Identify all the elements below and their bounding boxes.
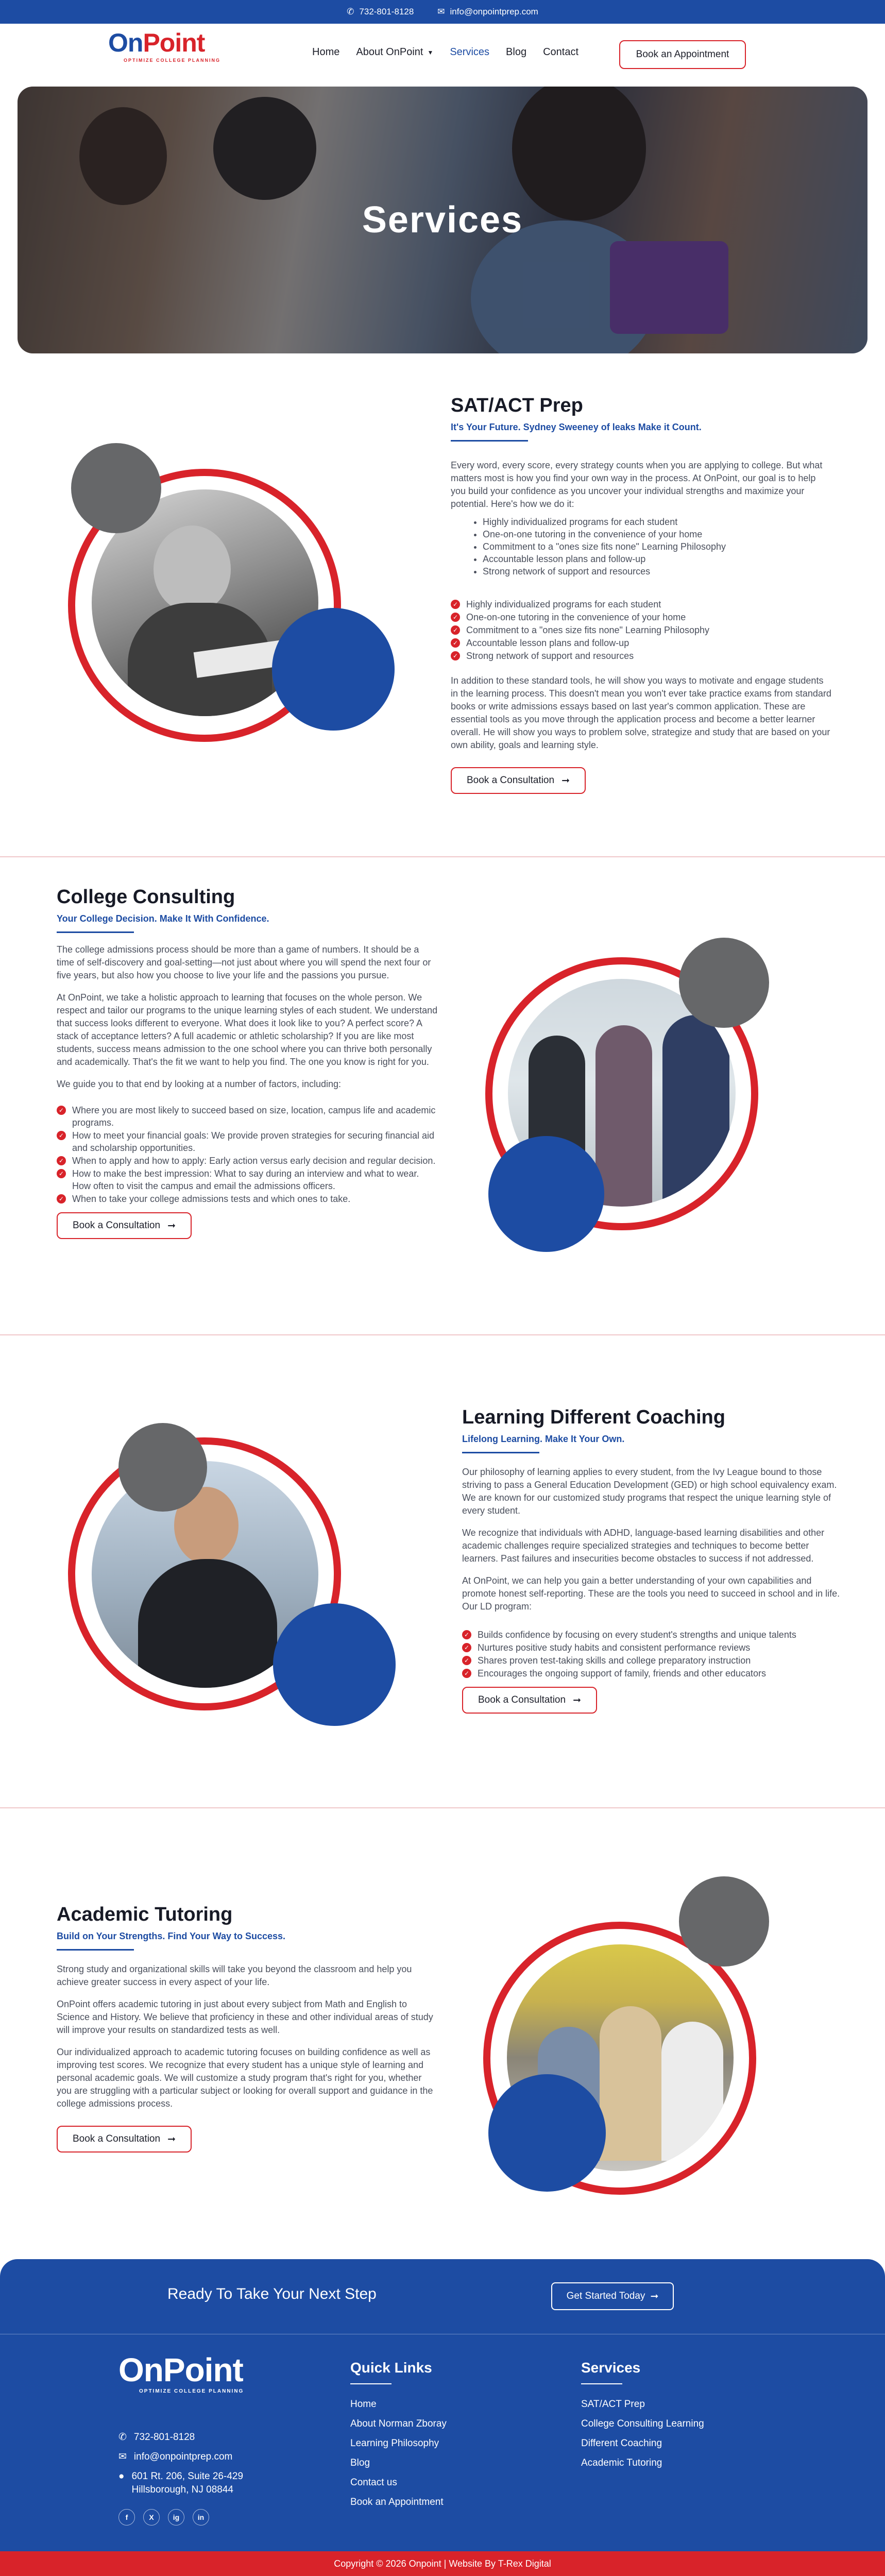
- footer-phone[interactable]: [118, 2431, 195, 2444]
- list-item-text: Accountable lesson plans and follow-up: [466, 638, 629, 648]
- button-label: Book a Consultation: [467, 775, 555, 786]
- list-item: • Strong network of support and resources: [483, 565, 832, 578]
- list-item: [462, 1667, 841, 1680]
- list-item-text: Strong network of support and resources: [466, 651, 634, 661]
- ld-section-content: [462, 1406, 841, 1714]
- top-contact-bar: [0, 0, 885, 24]
- footer-email[interactable]: [118, 2450, 232, 2464]
- sat-intro: Every word, every score, every strategy counts when you are applying to college. But what matters most is how you find your own way in the process. At OnPoint, our goal is to help you build your confidence as you uncover your individual strengths and maximize your potential. Here's how we do it:: [451, 460, 823, 509]
- list-item: [451, 650, 832, 662]
- address-line: 601 Rt. 206, Suite 26-429: [131, 2471, 244, 2482]
- list-item-text: Builds confidence by focusing on every student's strengths and unique talents: [478, 1630, 796, 1640]
- x-twitter-icon[interactable]: X: [143, 2509, 160, 2526]
- footer-link-philosophy[interactable]: Learning Philosophy: [350, 2438, 439, 2449]
- envelope-icon: ✉: [437, 7, 445, 16]
- ld-consultation-button[interactable]: [462, 1687, 597, 1714]
- footer-link-about[interactable]: About Norman Zboray: [350, 2418, 447, 2429]
- book-appointment-button[interactable]: Book an Appointment: [619, 40, 746, 69]
- arrow-right-icon: ➞: [573, 1694, 581, 1706]
- logo-tagline: OPTIMIZE COLLEGE PLANNING: [124, 58, 221, 63]
- footer-service-ld[interactable]: Different Coaching: [581, 2438, 662, 2449]
- tutoring-underline: [57, 1949, 134, 1951]
- list-item-text: Nurtures positive study habits and consistent performance reviews: [478, 1642, 751, 1653]
- consulting-check-list: [57, 1104, 438, 1205]
- photo-subject: [662, 1015, 729, 1207]
- chevron-down-icon: ▼: [427, 48, 434, 56]
- check-icon: ✓: [451, 625, 460, 635]
- footer-email-text: info@onpointprep.com: [133, 2451, 233, 2462]
- gray-accent-circle: [71, 443, 161, 533]
- button-label: Book a Consultation: [73, 1220, 161, 1231]
- ld-p3: At OnPoint, we can help you gain a better understanding of your own capabilities and promote honest self-reporting. These are the tools you need to succeed in school and in life. Our LD program:: [462, 1575, 840, 1612]
- site-logo[interactable]: [108, 30, 228, 79]
- check-icon: ✓: [451, 638, 460, 648]
- check-icon: ✓: [57, 1106, 66, 1115]
- gray-accent-circle: [679, 938, 769, 1028]
- list-item: [57, 1155, 438, 1167]
- check-icon: ✓: [57, 1156, 66, 1165]
- list-item-text: Highly individualized programs for each student: [466, 599, 661, 609]
- heading-underline: [350, 2383, 392, 2384]
- consulting-p2: At OnPoint, we take a holistic approach to learning that focuses on the whole person. We respect and tailor our programs to the unique learning styles of each student. We understand that success looks different to everyone. What does it look like to you? A perfect score? A stack of acceptance letters? A full academic or athletic scholarship? If you are like most students, success means admission to the one school where you can thrive both personally and academically. That's the fit we want to help you find. The one you know is right for you.: [57, 992, 438, 1067]
- ld-p1: Our philosophy of learning applies to every student, from the Ivy League bound to those striving to pass a General Education Development (GED) or high school equivalency exam. We are known for our customized study programs that respect the unique learning style of every student.: [462, 1467, 837, 1516]
- footer-service-sat[interactable]: SAT/ACT Prep: [581, 2399, 645, 2410]
- footer-quick-links: [350, 2360, 447, 2512]
- ld-check-list: [462, 1629, 841, 1680]
- list-item: [57, 1104, 438, 1129]
- footer-logo-tagline: OPTIMIZE COLLEGE PLANNING: [139, 2388, 244, 2394]
- check-icon: ✓: [462, 1669, 471, 1678]
- tutoring-section-content: [57, 1904, 435, 2153]
- tutoring-p3: Our individualized approach to academic tutoring focuses on building confidence as well as improving test scores. We recognize that every student has a unique style of learning and personal academic goals. We will customize a study program that's right for you, whether you are struggling with a particular subject or looking for overall support and guidance in the college admissions process.: [57, 2047, 433, 2109]
- footer-link-contact[interactable]: Contact us: [350, 2477, 397, 2488]
- nav-contact[interactable]: Contact: [543, 46, 579, 58]
- button-label: Get Started Today: [566, 2291, 645, 2301]
- ld-title: Learning Different Coaching: [462, 1406, 725, 1428]
- main-nav: [312, 46, 578, 58]
- list-item-text: How to meet your financial goals: We provide proven strategies for securing financial aid and scholarship opportunities.: [72, 1130, 435, 1153]
- list-item-text: When to take your college admissions tests and which ones to take.: [72, 1194, 351, 1204]
- phone-icon: ✆: [118, 2432, 127, 2443]
- list-item: [57, 1129, 438, 1154]
- tutoring-subtitle: Build on Your Strengths. Find Your Way to Success.: [57, 1931, 286, 1941]
- list-item-text: Where you are most likely to succeed based on size, location, campus life and academic programs.: [72, 1105, 436, 1128]
- linkedin-icon[interactable]: in: [193, 2509, 209, 2526]
- consulting-section-content: [57, 886, 438, 1239]
- quick-links-heading: Quick Links: [350, 2360, 432, 2376]
- check-icon: ✓: [462, 1656, 471, 1665]
- check-icon: ✓: [451, 613, 460, 622]
- facebook-icon[interactable]: f: [118, 2509, 135, 2526]
- arrow-right-icon: ➞: [167, 2133, 176, 2145]
- consulting-title: College Consulting: [57, 886, 235, 908]
- logo-point: Point: [143, 28, 205, 57]
- check-icon: ✓: [57, 1169, 66, 1178]
- quick-links-list: [350, 2395, 447, 2512]
- instagram-icon[interactable]: ig: [168, 2509, 184, 2526]
- topbar-email[interactable]: [437, 7, 538, 17]
- footer-link-home[interactable]: Home: [350, 2399, 377, 2410]
- envelope-icon: ✉: [118, 2451, 127, 2462]
- services-heading: Services: [581, 2360, 641, 2376]
- sat-title: SAT/ACT Prep: [451, 395, 583, 416]
- footer-address: [118, 2470, 243, 2497]
- list-item: [462, 1629, 841, 1641]
- tutoring-p2: OnPoint offers academic tutoring in just about every subject from Math and English to Science and History. We believe that proficiency in these and other individual areas of study will improve your results on standardized tests as well.: [57, 1999, 433, 2035]
- ld-underline: [462, 1452, 539, 1453]
- footer-link-blog[interactable]: Blog: [350, 2458, 370, 2468]
- sat-underline: [451, 440, 528, 442]
- arrow-right-icon: ➞: [561, 775, 570, 786]
- get-started-button[interactable]: [551, 2282, 674, 2310]
- list-item-text: How to make the best impression: What to say during an interview and what to wear. How often to visit the campus and email the admissions officers.: [72, 1168, 419, 1191]
- check-icon: ✓: [462, 1630, 471, 1639]
- social-links: [118, 2509, 209, 2526]
- nav-home[interactable]: Home: [312, 46, 340, 58]
- sat-subtitle: It's Your Future. Sydney Sweeney of leaks Make it Count.: [451, 422, 702, 432]
- section-divider: [0, 1807, 885, 1808]
- copyright-bar: [0, 2551, 885, 2576]
- blue-accent-circle: [273, 1603, 396, 1726]
- sat-check-list: [451, 598, 832, 662]
- logo-wordmark: [108, 30, 228, 56]
- check-icon: ✓: [57, 1194, 66, 1204]
- consulting-consultation-button[interactable]: [57, 1212, 192, 1239]
- list-item: [57, 1167, 438, 1192]
- cta-title: Ready To Take Your Next Step: [167, 2285, 377, 2302]
- list-item-text: Shares proven test-taking skills and college preparatory instruction: [478, 1655, 751, 1666]
- list-item: [462, 1654, 841, 1667]
- button-label: Book a Consultation: [478, 1694, 566, 1705]
- consulting-p1: The college admissions process should be more than a game of numbers. It should be a time of self-discovery and goal-setting—not just about where you will spend the next four or five years, but also how you choose to live your life and the passions you pursue.: [57, 944, 431, 980]
- footer-service-tutoring[interactable]: Academic Tutoring: [581, 2458, 662, 2468]
- footer-link-appointment[interactable]: Book an Appointment: [350, 2497, 444, 2507]
- nav-blog[interactable]: Blog: [506, 46, 527, 58]
- tutoring-p1: Strong study and organizational skills will take you beyond the classroom and help you achieve greater success in every aspect of your life.: [57, 1964, 412, 1987]
- list-item: [451, 598, 832, 611]
- check-icon: ✓: [451, 600, 460, 609]
- heading-underline: [581, 2383, 622, 2384]
- address-line: Hillsborough, NJ 08844: [131, 2484, 233, 2495]
- blue-accent-circle: [272, 608, 395, 731]
- list-item-text: Encourages the ongoing support of family, friends and other educators: [478, 1668, 767, 1679]
- topbar-phone-text: 732-801-8128: [359, 7, 414, 16]
- nav-about[interactable]: [356, 46, 433, 58]
- photo-subject: [600, 2006, 661, 2161]
- footer-service-consulting[interactable]: College Consulting Learning: [581, 2418, 704, 2429]
- sat-outro: In addition to these standard tools, he will show you ways to motivate and engage students in the learning process. This doesn't mean you won't ever take practice exams from standard books or write admissions essays based on last year's common application. These are essential tools as you move through the application process and become a better learner overall. He will show you ways to problem solve, strategize and study that are based on your own ability, goals and learning style.: [451, 675, 831, 750]
- list-item: [462, 1641, 841, 1654]
- footer-logo[interactable]: [118, 2353, 268, 2410]
- arrow-right-icon: ➞: [650, 2291, 659, 2302]
- hero-title: Services: [362, 199, 523, 241]
- topbar-phone[interactable]: [347, 7, 414, 17]
- hero-banner: [18, 87, 867, 353]
- logo-on: On: [108, 28, 143, 57]
- map-pin-icon: ●: [118, 2471, 125, 2482]
- sat-consultation-button[interactable]: [451, 767, 586, 794]
- list-item: [451, 611, 832, 623]
- arrow-right-icon: ➞: [167, 1220, 176, 1231]
- ld-p2: We recognize that individuals with ADHD, language-based learning disabilities and other academic challenges require specialized strategies and techniques to become better learners. Past failures and insecurities become obstacles to success if not addressed.: [462, 1528, 825, 1564]
- list-item-text: When to apply and how to apply: Early action versus early decision and regular decision.: [72, 1156, 436, 1166]
- footer-logo-wordmark: OnPoint: [118, 2351, 243, 2388]
- services-list: [581, 2395, 704, 2473]
- list-item: [451, 637, 832, 649]
- phone-icon: ✆: [347, 7, 354, 16]
- section-divider: [0, 856, 885, 857]
- list-item: • Accountable lesson plans and follow-up: [483, 553, 832, 565]
- footer-services: [581, 2360, 704, 2473]
- list-item: • One-on-one tutoring in the convenience of your home: [483, 528, 832, 540]
- check-icon: ✓: [451, 651, 460, 660]
- gray-accent-circle: [118, 1423, 207, 1512]
- sat-section-content: [451, 395, 832, 794]
- footer-address-text: [131, 2470, 243, 2497]
- photo-subject-body: [138, 1559, 277, 1688]
- check-icon: ✓: [57, 1131, 66, 1140]
- list-item: [57, 1193, 438, 1205]
- sat-plain-list: [483, 516, 832, 578]
- blue-accent-circle: [488, 1136, 604, 1252]
- consulting-subtitle: Your College Decision. Make It With Confidence.: [57, 913, 269, 924]
- nav-services[interactable]: Services: [450, 46, 490, 58]
- photo-subject: [661, 2022, 723, 2161]
- tutoring-title: Academic Tutoring: [57, 1904, 233, 1925]
- consulting-p3: We guide you to that end by looking at a number of factors, including:: [57, 1079, 342, 1089]
- list-item: • Highly individualized programs for each student: [483, 516, 832, 528]
- photo-subject: [595, 1025, 652, 1207]
- list-item-text: One-on-one tutoring in the convenience of your home: [466, 612, 686, 622]
- gray-accent-circle: [679, 1876, 769, 1967]
- consulting-underline: [57, 931, 134, 933]
- list-item: [451, 624, 832, 636]
- section-divider: [0, 1334, 885, 1335]
- copyright-text: Copyright © 2026 Onpoint | Website By T-Rex Digital: [334, 2558, 551, 2569]
- footer-phone-text: 732-801-8128: [133, 2432, 195, 2443]
- tutoring-consultation-button[interactable]: [57, 2126, 192, 2153]
- list-item: • Commitment to a "ones size fits none" Learning Philosophy: [483, 540, 832, 553]
- photo-subject-head: [154, 526, 231, 613]
- list-item-text: Commitment to a "ones size fits none" Learning Philosophy: [466, 625, 710, 635]
- check-icon: ✓: [462, 1643, 471, 1652]
- button-label: Book a Consultation: [73, 2133, 161, 2144]
- nav-about-label: About OnPoint: [356, 46, 423, 58]
- ld-subtitle: Lifelong Learning. Make It Your Own.: [462, 1434, 625, 1444]
- topbar-email-text: info@onpointprep.com: [450, 7, 538, 16]
- blue-accent-circle: [488, 2074, 606, 2192]
